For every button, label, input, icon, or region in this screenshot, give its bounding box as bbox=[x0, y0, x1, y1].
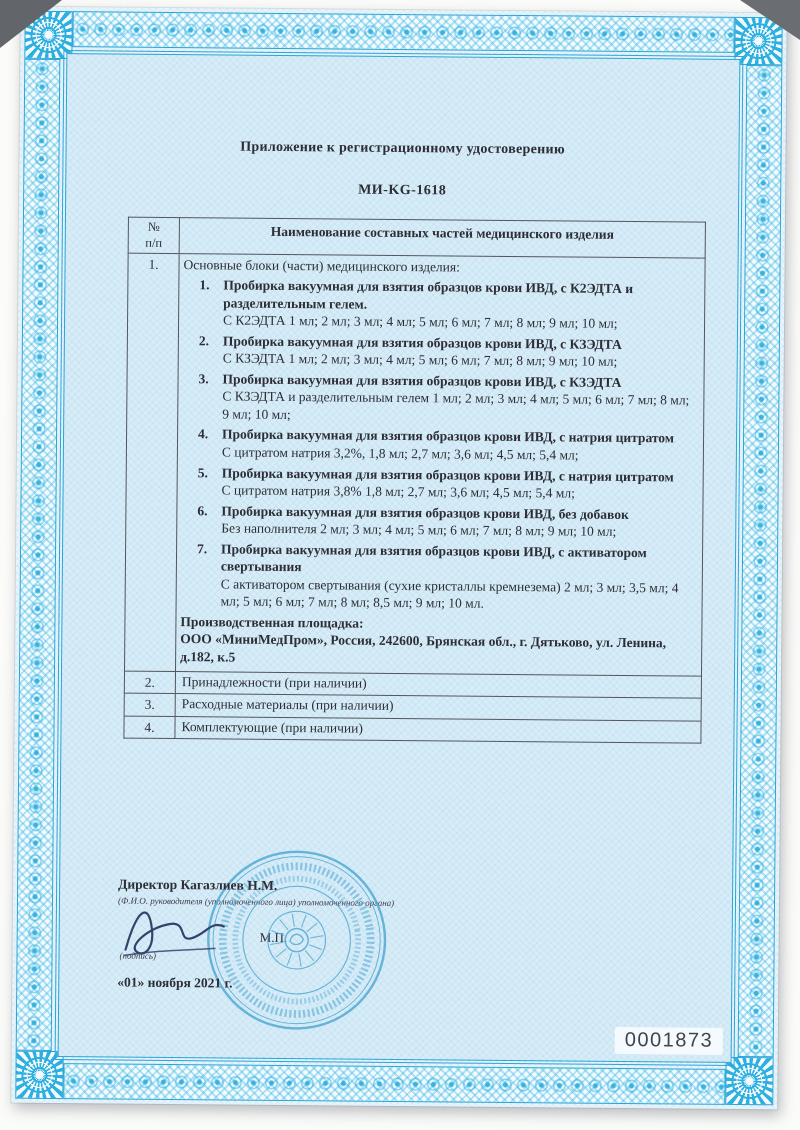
components-intro: Основные блоки (части) медицинского изделия: bbox=[183, 256, 460, 275]
director-name: Директор Кагазлиев Н.М. bbox=[118, 876, 278, 893]
document-number: МИ-KG-1618 bbox=[358, 182, 447, 199]
components-table bbox=[123, 217, 706, 744]
guilloche-band-bottom bbox=[63, 1063, 725, 1105]
item-number: 2. bbox=[198, 332, 210, 349]
list-item bbox=[198, 464, 697, 503]
item-description: С цитратом натрия 3,8% 1,8 мл; 2,7 мл; 3,6 мл; 4,5 мл; 5,4 мл; bbox=[221, 482, 575, 501]
certificate-page bbox=[11, 7, 787, 1110]
issue-date: «01» ноября 2021 г. bbox=[117, 974, 233, 991]
stamp-place-label: М.П. bbox=[259, 929, 288, 946]
item-number: 1. bbox=[199, 277, 210, 293]
list-item bbox=[197, 540, 697, 615]
director-note: (Ф.И.О. руководителя (уполномоченного лица) уполномоченного органа) bbox=[117, 895, 395, 908]
list-item bbox=[198, 426, 697, 465]
row-number: 2. bbox=[124, 671, 175, 694]
item-title: Пробирка вакуумная для взятия образцов крови ИВД, с КЗЭДТА bbox=[222, 333, 622, 352]
item-title: Пробирка вакуумная для взятия образцов крови ИВД, с натрия цитратом bbox=[221, 464, 674, 484]
document-field bbox=[58, 53, 741, 1063]
guilloche-corner-rosette bbox=[725, 1057, 773, 1105]
table-row bbox=[124, 716, 701, 744]
components-list bbox=[197, 276, 699, 614]
item-title: Пробирка вакуумная для взятия образцов крови ИВД, с натрия цитратом bbox=[222, 426, 675, 446]
production-site-label: Производственная площадка: bbox=[180, 613, 364, 631]
list-item bbox=[199, 276, 698, 333]
item-title: Пробирка вакуумная для взятия образцов крови ИВД, с КЗЭДТА bbox=[222, 371, 622, 390]
item-description: С КЗЭДТА и разделительным гелем 1 мл; 2 мл; 3 мл; 4 мл; 5 мл; 6 мл; 7 мл; 8 мл; 9 мл; 10 мл; bbox=[222, 388, 690, 422]
item-number: 4. bbox=[198, 426, 209, 442]
row-content: Расходные материалы (при наличии) bbox=[175, 694, 701, 721]
item-number: 7. bbox=[197, 540, 208, 557]
guilloche-band-right bbox=[738, 65, 783, 1057]
list-item bbox=[197, 502, 696, 541]
col-header-num: № п/п bbox=[128, 217, 179, 253]
row-content: Принадлежности (при наличии) bbox=[175, 671, 701, 698]
table-header-row bbox=[128, 217, 705, 258]
row-number: 4. bbox=[124, 716, 175, 739]
list-item bbox=[198, 370, 697, 427]
item-title: Пробирка вакуумная для взятия образцов крови ИВД, без добавок bbox=[221, 503, 629, 522]
production-site-address: ООО «МиниМедПром», Россия, 242600, Брянская обл., г. Дятьково, ул. Ленина, д.182, к.5 bbox=[180, 631, 667, 665]
guilloche-band-left bbox=[16, 59, 61, 1051]
signature-caption: (подпись) bbox=[119, 950, 157, 961]
item-number: 6. bbox=[197, 502, 208, 518]
item-description: С КЗЭДТА 1 мл; 2 мл; 3 мл; 4 мл; 5 мл; 6 мл; 7 мл; 8 мл; 9 мл; 10 мл; bbox=[222, 350, 618, 370]
guilloche-band-top bbox=[72, 11, 734, 53]
serial-number: 0001873 bbox=[615, 1027, 724, 1055]
item-number: 3. bbox=[198, 371, 209, 387]
item-title: Пробирка вакуумная для взятия образцов крови ИВД, с активатором свертывания bbox=[220, 541, 647, 575]
item-number: 5. bbox=[197, 464, 208, 480]
item-title: Пробирка вакуумная для взятия образцов крови ИВД, с К2ЭДТА и разделительным гелем. bbox=[223, 277, 634, 312]
guilloche-corner-rosette bbox=[15, 1051, 63, 1099]
item-description: Без наполнителя 2 мл; 3 мл; 4 мл; 5 мл; 6 мл; 7 мл; 8 мл; 9 мл; 10 мл; bbox=[221, 520, 617, 540]
guilloche-corner-rosette bbox=[734, 17, 782, 65]
table-row bbox=[125, 253, 706, 676]
row-number: 1. bbox=[125, 253, 180, 671]
item-description: С активатором свертывания (сухие кристаллы кремнезема) 2 мл; 3 мл; 3,5 мл; 4 мл; 5 мл; 6 мл; 7 мл; 8 мл; 8,5 мл; 9 мл; 10 мл. bbox=[220, 576, 679, 612]
row-content bbox=[176, 253, 706, 676]
row-number: 3. bbox=[124, 693, 175, 716]
item-description: С К2ЭДТА 1 мл; 2 мл; 3 мл; 4 мл; 5 мл; 6 мл; 7 мл; 8 мл; 9 мл; 10 мл; bbox=[223, 312, 618, 332]
col-header-name: Наименование составных частей медицинского изделия bbox=[179, 218, 705, 258]
page-title: Приложение к регистрационному удостоверению bbox=[240, 139, 565, 158]
handwritten-signature bbox=[117, 898, 268, 969]
list-item bbox=[199, 332, 698, 371]
row-content: Комплектующие (при наличии) bbox=[175, 716, 701, 743]
item-description: С цитратом натрия 3,2%, 1,8 мл; 2,7 мл; 3,6 мл; 4,5 мл; 5,4 мл; bbox=[221, 444, 579, 463]
